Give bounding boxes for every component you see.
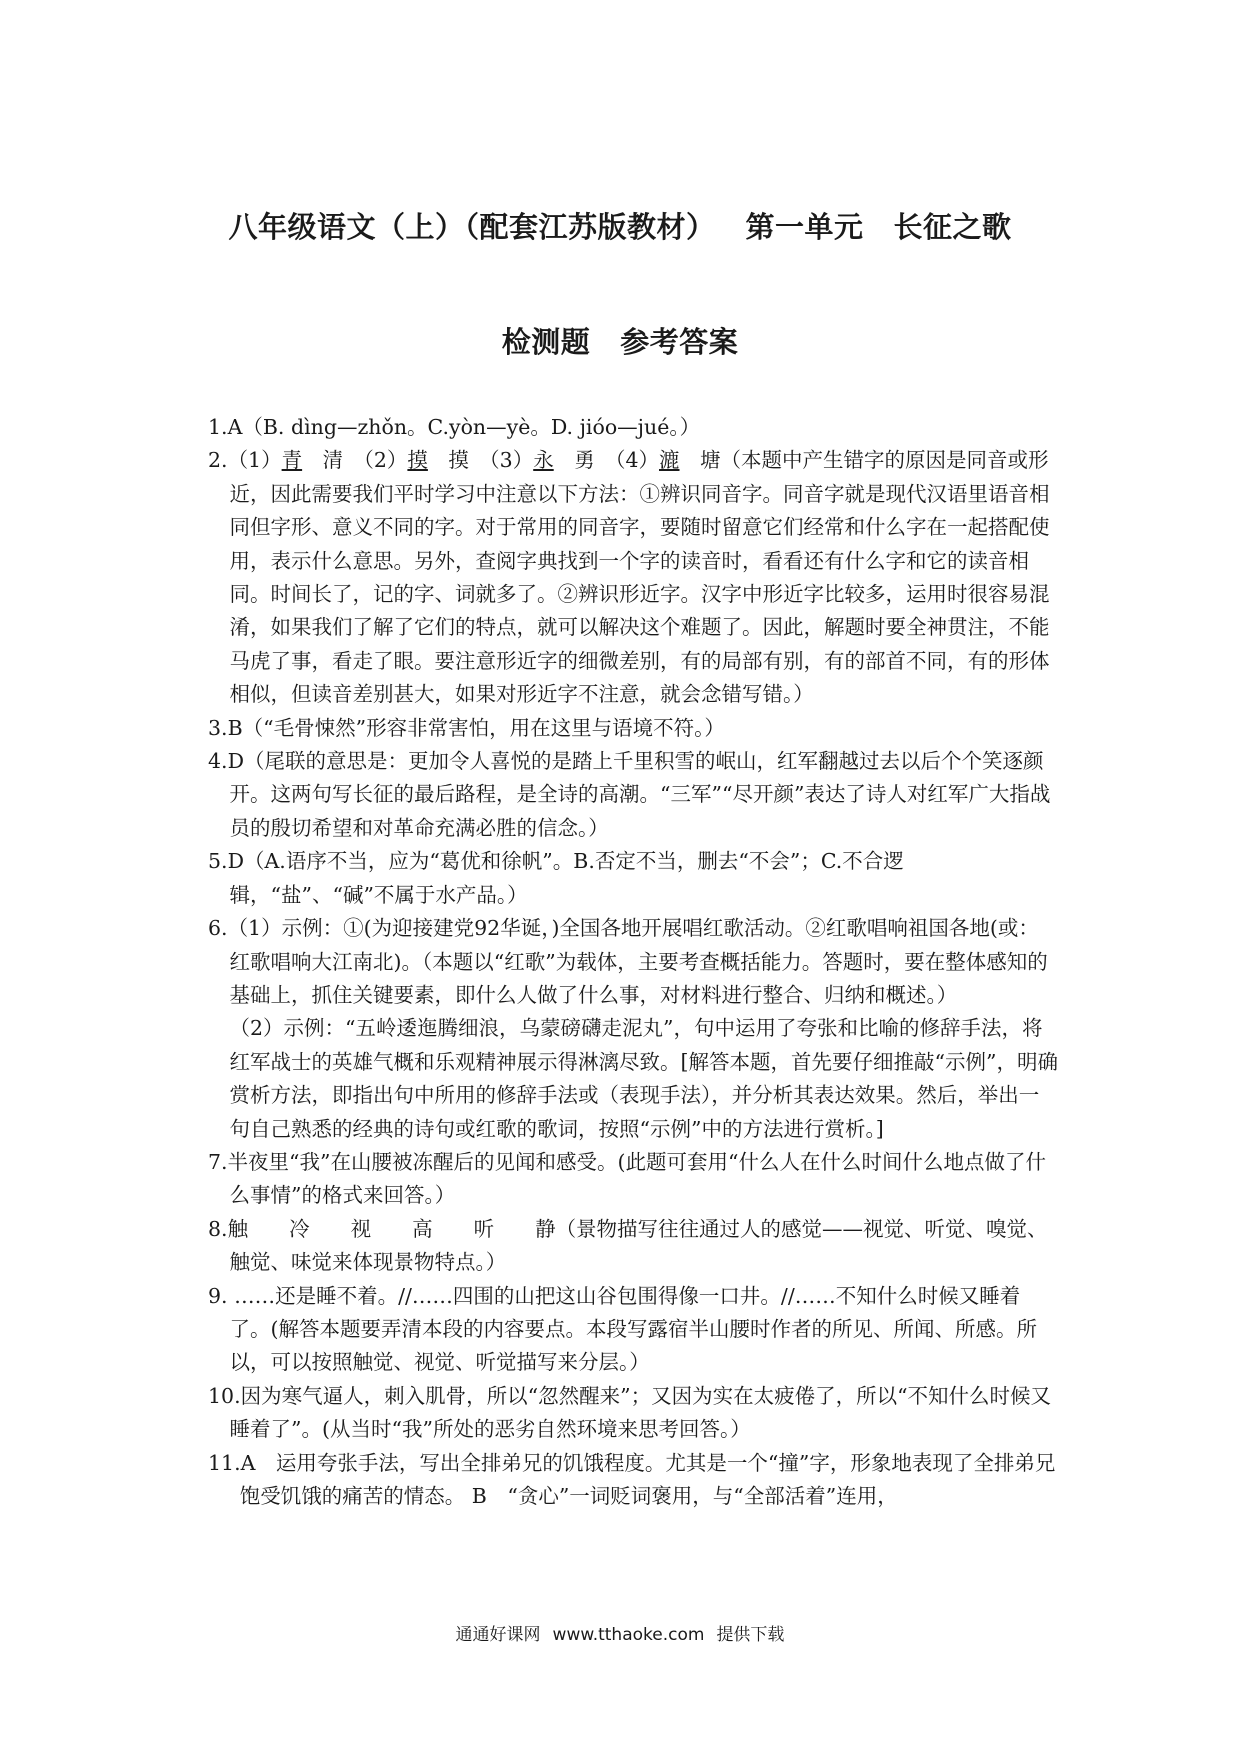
title-part-3: 长征之歌 — [893, 210, 1012, 244]
answer-6 — [208, 912, 1058, 1012]
answer-7 — [208, 1146, 1058, 1213]
answer-word: 静 — [535, 1216, 556, 1241]
part-label: （1） — [227, 448, 282, 473]
answer-number: 11. — [208, 1450, 241, 1475]
correct-char: 塘 — [700, 448, 721, 473]
answer-number: 7. — [208, 1149, 228, 1174]
subtitle-part-2: 参考答案 — [620, 325, 739, 359]
answer-text: （景物描写往往通过人的感觉——视觉、听觉、嗅觉、触觉、味觉来体现景物特点。） — [229, 1216, 1048, 1275]
answer-word: 冷 — [289, 1216, 310, 1241]
wrong-char: 青 — [281, 448, 303, 473]
answer-number: 8. — [208, 1216, 228, 1241]
answer-text: D（A.语序不当，应为“葛优和徐帆”。B.否定不当，删去“不会”；C.不合逻辑，“盐”、“碱”不属于水产品。） — [227, 849, 904, 907]
answer-number: 10. — [208, 1383, 241, 1408]
wrong-char: 永 — [533, 448, 554, 473]
answer-text: 半夜里“我”在山腰被冻醒后的见闻和感受。(此题可套用“什么人在什么时间什么地点做了什么事情”的格式来回答。） — [227, 1149, 1046, 1208]
title-part-1: 八年级语文（上）（配套江苏版教材） — [228, 210, 716, 244]
answer-word: 高 — [412, 1216, 433, 1241]
answer-word: 触 — [227, 1216, 249, 1241]
answer-9 — [208, 1280, 1058, 1380]
answer-number: 6. — [208, 916, 228, 941]
answer-5 — [208, 845, 1058, 912]
page-footer — [0, 1620, 1240, 1645]
part-label: （2） — [363, 448, 408, 473]
answer-8 — [208, 1213, 1058, 1280]
answer-number: 9. — [208, 1283, 228, 1308]
answer-text: B（“毛骨悚然”形容非常害怕，用在这里与语境不符。） — [227, 715, 725, 740]
answer-6-part-2 — [208, 1012, 1058, 1146]
answer-1 — [208, 411, 1058, 444]
document-title — [0, 205, 1240, 246]
wrong-char: 摸 — [407, 448, 428, 473]
answer-number: 3. — [208, 715, 228, 740]
document-subtitle — [0, 320, 1240, 361]
answer-number: 5. — [208, 849, 228, 874]
answer-text: ……还是睡不着。//……四围的山把这山谷包围得像一口井。//……不知什么时候又睡着了。(解答本题要弄清本段的内容要点。本段写露宿半山腰时作者的所见、所闻、所感。所以，可以按照触觉、视觉、听觉描写来分层。） — [229, 1283, 1038, 1375]
answer-number: 2. — [208, 448, 228, 473]
wrong-char: 漉 — [659, 448, 680, 473]
answer-number: 4. — [208, 749, 228, 774]
footer-site-url[interactable]: www.tthaoke.com — [552, 1625, 705, 1645]
answer-text: 因为寒气逼人，刺入肌骨，所以“忽然醒来”；又因为实在太疲倦了，所以“不知什么时候又睡着了”。(从当时“我”所处的恶劣自然环境来思考回答。） — [229, 1383, 1052, 1442]
answer-text: A（B. dìng—zhǒn。C.yòn—yè。D. jióo—jué。） — [227, 415, 701, 439]
correct-char: 摸 — [448, 448, 469, 473]
answer-text-part-1: （1）示例：①(为迎接建党92华诞，)全国各地开展唱红歌活动。②红歌唱响祖国各地(或：红歌唱响大江南北)。（本题以“红歌”为载体，主要考查概括能力。答题时，要在整体感知的基础上，抓住关键要素，即什么人做了什么事，对材料进行整合、归纳和概述。） — [227, 916, 1048, 1007]
answer-text-part-2: （2）示例：“五岭逶迤腾细浪，乌蒙磅礴走泥丸”，句中运用了夸张和比喻的修辞手法，将红军战士的英雄气概和乐观精神展示得淋漓尽致。[解答本题，首先要仔细推敲“示例”，明确赏析方法，即指出句中所用的修辞手法或（表现手法），并分析其表达效果。然后，举出一句自己熟悉的经典的诗句或红歌的歌词，按照“示例”中的方法进行赏析。] — [229, 1016, 1058, 1141]
answer-word: 听 — [473, 1216, 495, 1241]
subtitle-part-1: 检测题 — [501, 325, 591, 359]
title-part-2: 第一单元 — [745, 210, 864, 244]
answer-text: D（尾联的意思是：更加令人喜悦的是踏上千里积雪的岷山，红军翻越过去以后个个笑逐颜开。这两句写长征的最后路程，是全诗的高潮。“三军”“尽开颜”表达了诗人对红军广大指战员的殷切希望和对革命充满必胜的信念。） — [227, 749, 1051, 840]
answer-word: 视 — [350, 1216, 372, 1241]
correct-char: 清 — [322, 448, 344, 473]
part-label: （3） — [489, 448, 534, 473]
answer-text: （本题中产生错字的原因是同音或形近，因此需要我们平时学习中注意以下方法：①辨识同音字。同音字就是现代汉语里语音相同但字形、意义不同的字。对于常用的同音字，要随时留意它们经常和什么字在一起搭配使用，表示什么意思。另外，查阅字典找到一个字的读音时，看看还有什么字和它的读音相同。时间长了，记的字、词就多了。②辨识形近字。汉字中形近字比较多，运用时很容易混淆，如果我们了解了它们的特点，就可以解决这个难题了。因此，解题时要全神贯注，不能马虎了事，看走了眼。要注意形近字的细微差别，有的局部有别，有的部首不同，有的形体相似，但读音差别甚大，如果对形近字不注意，就会念错写错。） — [229, 448, 1050, 707]
answer-number: 1. — [208, 415, 228, 439]
footer-note: 提供下载 — [716, 1625, 785, 1645]
answer-3 — [208, 712, 1058, 745]
correct-char: 勇 — [574, 448, 595, 473]
answer-text: A 运用夸张手法，写出全排弟兄的饥饿程度。尤其是一个“撞”字，形象地表现了全排弟兄饱受饥饿的痛苦的情态。 B “贪心”一词贬词褒用，与“全部活着”连用， — [239, 1450, 1056, 1508]
answer-11 — [208, 1447, 1058, 1514]
part-label: （4） — [615, 448, 659, 473]
answer-10 — [208, 1380, 1058, 1447]
answer-list — [208, 411, 1058, 1513]
footer-site-name: 通通好课网 — [455, 1625, 541, 1645]
answer-4 — [208, 745, 1058, 845]
answer-2 — [208, 444, 1058, 711]
